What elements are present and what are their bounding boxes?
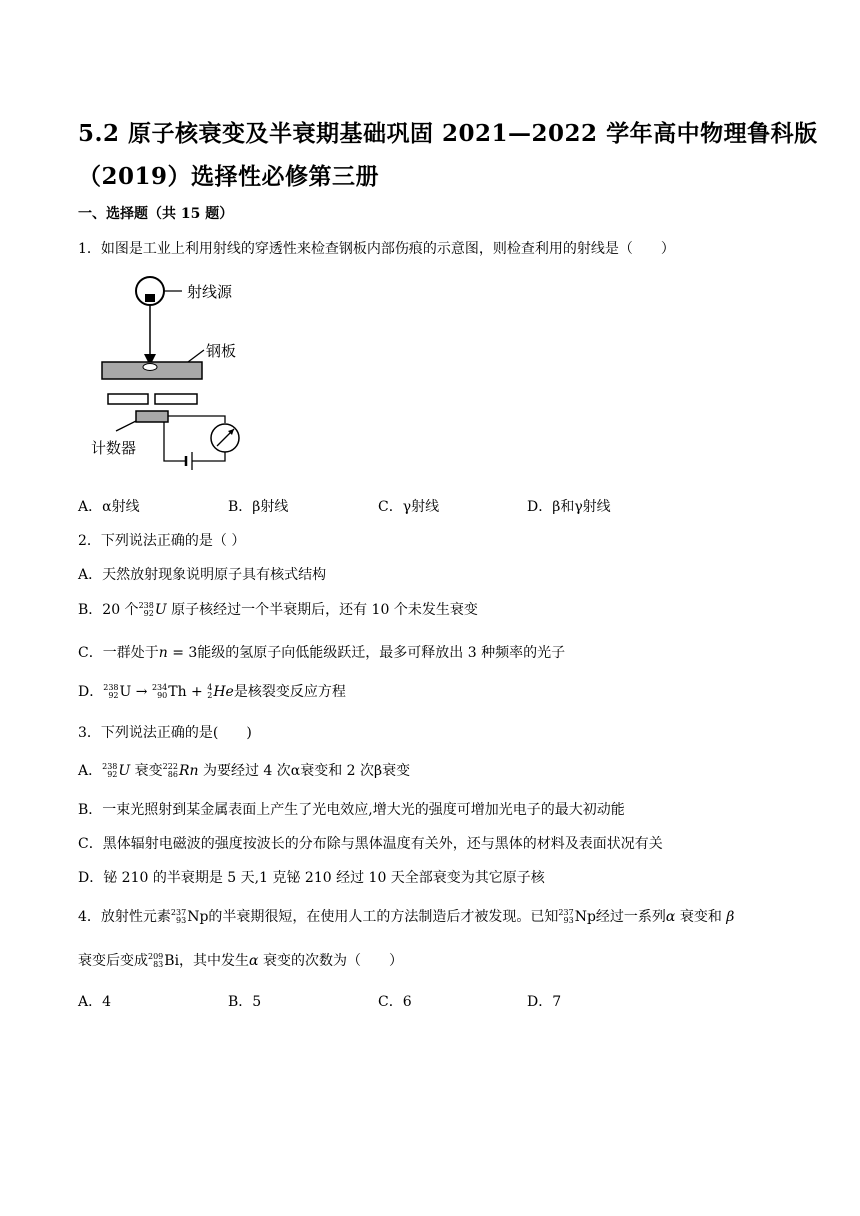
q3-option-b: B．一束光照射到某金属表面上产生了光电效应,增大光的强度可增加光电子的最大初动能 xyxy=(78,802,625,818)
q1-option-a: A．α射线 xyxy=(78,499,140,515)
q1-option-d: D．β和γ射线 xyxy=(527,499,611,515)
q2-option-a: A．天然放射现象说明原子具有核式结构 xyxy=(78,567,327,583)
section-heading: 一、选择题（共 15 题） xyxy=(78,206,234,222)
plate-label: 钢板 xyxy=(206,342,237,360)
q2-stem: 2．下列说法正确的是（ ） xyxy=(78,533,246,549)
q3-option-a: A． 238 92 U 衰变 222 86 Rn 为要经过 4 次α衰变和 2 次β衰变 xyxy=(78,762,411,779)
q4-option-a: A．4 xyxy=(78,994,112,1010)
q3-stem: 3．下列说法正确的是( ) xyxy=(78,725,252,741)
q1-stem: 1．如图是工业上利用射线的穿透性来检查钢板内部伤痕的示意图，则检查利用的射线是（ ） xyxy=(78,241,675,257)
q4-option-d: D．7 xyxy=(527,994,562,1010)
q4-option-c: C．6 xyxy=(378,994,412,1010)
q4-option-b: B．5 xyxy=(228,994,262,1010)
q1-option-c: C．γ射线 xyxy=(378,499,440,515)
doc-title-line2: （2019）选择性必修第三册 xyxy=(78,163,380,190)
counter-label: 计数器 xyxy=(91,439,137,457)
source-label: 射线源 xyxy=(187,283,233,301)
doc-title-line1: 5.2 原子核衰变及半衰期基础巩固 2021—2022 学年高中物理鲁科版 xyxy=(78,120,818,147)
q2-option-d: D． 238 92 U → 234 90 Th + 4 2 He是核裂变反应方程 xyxy=(78,683,346,700)
q2-option-c: C．一群处于n = 3能级的氢原子向低能级跃迁，最多可释放出 3 种频率的光子 xyxy=(78,645,566,661)
q3-option-d: D．铋 210 的半衰期是 5 天,1 克铋 210 经过 10 天全部衰变为其它原子核 xyxy=(78,870,545,886)
q4-stem-line1: 4．放射性元素 237 93 Np的半衰期很短，在使用人工的方法制造后才被发现。已知 237 93 Np经过一系列α 衰变和 β xyxy=(78,908,735,925)
q4-stem-line2: 衰变后变成 209 83 Bi，其中发生α 衰变的次数为（ ） xyxy=(78,952,403,969)
counter-block xyxy=(136,411,168,422)
q2-option-b: B．20 个 238 92 U 原子核经过一个半衰期后，还有 10 个未发生衰变 xyxy=(78,601,478,618)
q3-option-c: C．黑体辐射电磁波的强度按波长的分布除与黑体温度有关外，还与黑体的材料及表面状况有关 xyxy=(78,836,663,852)
q1-diagram xyxy=(88,270,278,475)
q1-option-b: B．β射线 xyxy=(228,499,289,515)
